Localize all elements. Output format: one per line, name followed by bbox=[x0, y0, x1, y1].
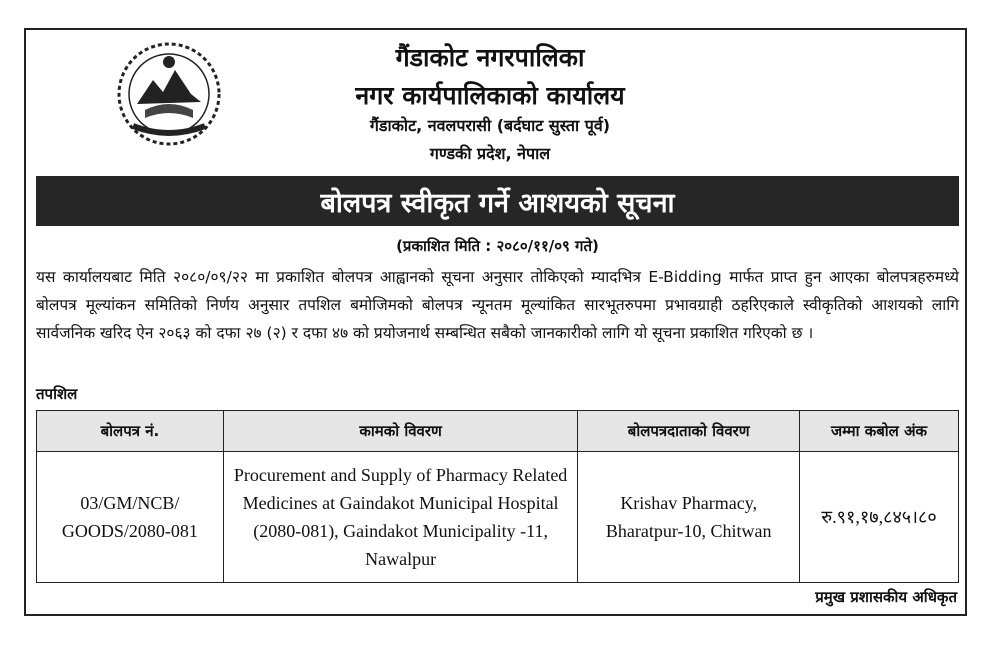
address-line-2: गण्डकी प्रदेश, नेपाल bbox=[429, 144, 551, 163]
table-header-row bbox=[37, 411, 959, 452]
cell-work-description: Procurement and Supply of Pharmacy Related Medicines at Gaindakot Municipal Hospital (2080-081), Gaindakot Municipality -11, Nawalpur bbox=[223, 452, 577, 583]
notice-title: बोलपत्र स्वीकृत गर्ने आशयको सूचना bbox=[36, 176, 959, 226]
header-bid-no: बोलपत्र नं. bbox=[37, 411, 224, 452]
nepal-emblem-icon bbox=[115, 40, 223, 148]
notice-body: यस कार्यालयबाट मिति २०८०/०९/२२ मा प्रकाशित बोलपत्र आह्वानको सूचना अनुसार तोकिएको म्यादभित्र E-Bidding मार्फत प्राप्त हुन आएका बोलपत्रहरुमध्ये बोलपत्र मूल्यांकन समितिको निर्णय अनुसार तपशिल बमोजिमको बोलपत्र न्यूनतम मूल्यांकित सारभूतरुपमा प्रभावग्राही ठहरिएकाले स्वीकृतिको आशयको लागि सार्वजनिक खरिद ऐन २०६३ को दफा २७ (२) र दफा ४७ को प्रयोजनार्थ सम्बन्धित सबैको जानकारीको लागि यो सूचना प्रकाशित गरिएको छ । bbox=[36, 268, 959, 342]
office-name: गैंडाकोट नगरपालिका bbox=[395, 43, 585, 72]
header-amount: जम्मा कबोल अंक bbox=[800, 411, 959, 452]
address-line-1: गैंडाकोट, नवलपरासी (बर्दघाट सुस्ता पूर्व) bbox=[369, 116, 611, 135]
cell-amount: रु.९१,१७,८४५।८० bbox=[800, 452, 959, 583]
cell-bid-no: 03/GM/NCB/ GOODS/2080-081 bbox=[37, 452, 224, 583]
table-row bbox=[37, 452, 959, 583]
header-bidder: बोलपत्रदाताको विवरण bbox=[578, 411, 800, 452]
published-date: (प्रकाशित मिति : २०८०/११/०९ गते) bbox=[396, 237, 599, 255]
header-work-description: कामको विवरण bbox=[223, 411, 577, 452]
bid-table bbox=[36, 410, 959, 583]
office-subtitle: नगर कार्यपालिकाको कार्यालय bbox=[355, 81, 625, 110]
cell-bidder: Krishav Pharmacy, Bharatpur-10, Chitwan bbox=[578, 452, 800, 583]
signatory: प्रमुख प्रशासकीय अधिकृत bbox=[815, 588, 957, 606]
details-label: तपशिल bbox=[36, 385, 78, 403]
